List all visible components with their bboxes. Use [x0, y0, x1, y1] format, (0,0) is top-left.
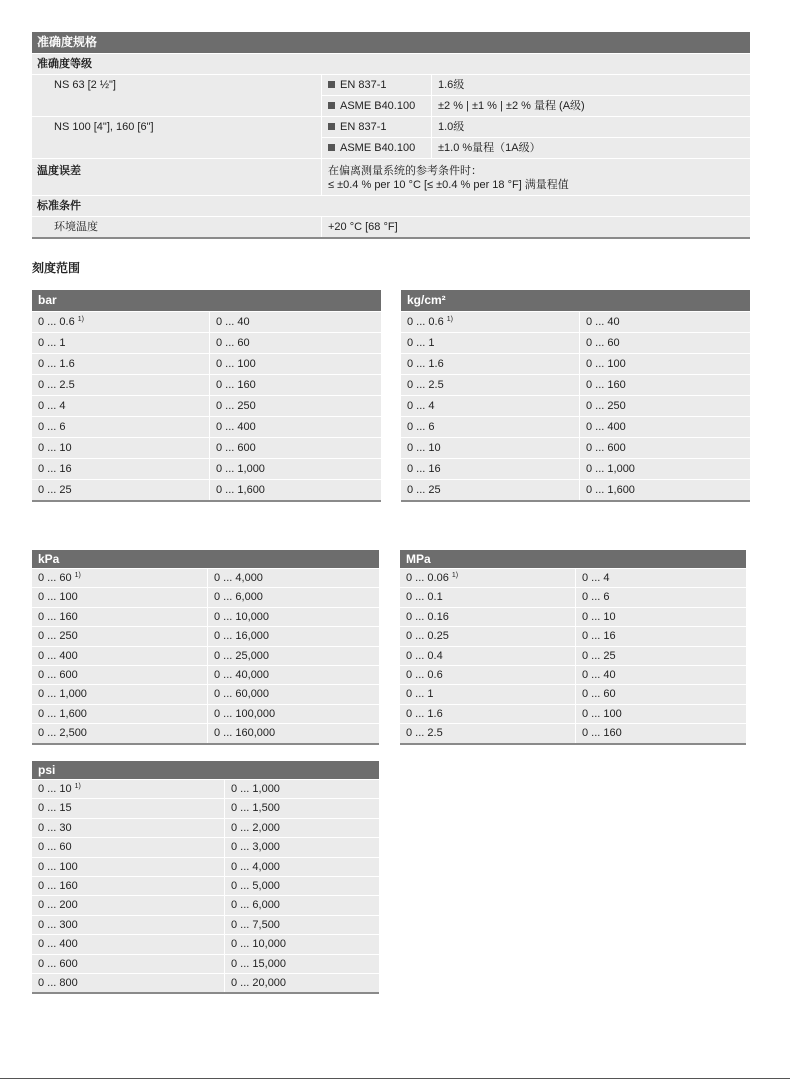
range-value: 0 ... 3,000	[231, 841, 280, 854]
range-cell-left	[401, 354, 579, 374]
range-value: 0 ... 6,000	[214, 591, 263, 604]
range-value: 0 ... 16,000	[214, 630, 270, 643]
range-value: 0 ... 1,600	[586, 484, 635, 496]
range-value: 0 ... 2,500	[38, 727, 87, 740]
footnote-marker: 1)	[77, 316, 84, 323]
range-cell-left	[32, 375, 209, 395]
range-table-kpa	[32, 550, 379, 745]
range-value: 0 ... 100	[582, 707, 622, 720]
range-cell-right	[580, 375, 750, 395]
range-value: 0 ... 2,000	[231, 821, 280, 834]
range-value: 0 ... 1.6	[407, 358, 444, 370]
range-cell-right	[225, 896, 379, 914]
range-cell-left	[32, 896, 224, 914]
range-cell-right	[210, 459, 381, 479]
range-value: 0 ... 0.6	[407, 316, 444, 328]
range-cell-left	[32, 417, 209, 437]
range-cell-right	[210, 333, 381, 353]
range-value: 0 ... 4	[582, 572, 610, 584]
range-cell-right	[576, 724, 746, 742]
range-value: 0 ... 4,000	[231, 860, 280, 873]
range-value: 0 ... 10	[582, 610, 616, 623]
range-value: 0 ... 400	[38, 649, 78, 662]
range-value: 0 ... 10	[38, 783, 72, 795]
range-value: 0 ... 160	[586, 379, 626, 391]
range-value: 0 ... 6	[407, 421, 435, 433]
range-cell-left	[401, 312, 579, 332]
range-cell-right	[580, 354, 750, 374]
range-cell-right	[210, 417, 381, 437]
range-value: 0 ... 4	[38, 400, 66, 412]
range-value: 0 ... 160	[582, 727, 622, 740]
range-value: 0 ... 60	[582, 688, 616, 701]
temp-error-label: 温度误差	[32, 159, 321, 195]
range-cell-left	[401, 459, 579, 479]
range-table-unit: kg/cm²	[401, 290, 750, 311]
scale-ranges-title: 刻度范围	[32, 261, 81, 275]
range-cell-left	[32, 333, 209, 353]
range-table-psi	[32, 761, 379, 994]
standard-name: ASME B40.100	[340, 100, 416, 112]
range-value: 0 ... 160,000	[214, 727, 276, 740]
range-value: 0 ... 0.6	[406, 668, 443, 681]
page-bottom-rule	[0, 1078, 790, 1079]
range-cell-left	[32, 838, 224, 856]
range-cell-right	[580, 459, 750, 479]
footnote-marker: 1)	[74, 783, 81, 790]
standard-cell	[322, 117, 431, 137]
range-cell-left	[401, 396, 579, 416]
range-cell-right	[225, 838, 379, 856]
ambient-temp-value: +20 °C [68 °F]	[322, 217, 750, 237]
range-cell-right	[576, 647, 746, 665]
range-cell-left	[32, 974, 224, 992]
range-table-body	[32, 312, 381, 502]
range-cell-left	[32, 608, 207, 626]
range-value: 0 ... 4	[407, 400, 435, 412]
temp-error-text	[322, 159, 750, 195]
range-cell-left	[32, 819, 224, 837]
range-value: 0 ... 1.6	[406, 707, 443, 720]
range-cell-left	[400, 608, 575, 626]
range-cell-left	[32, 480, 209, 500]
range-cell-right	[208, 724, 379, 742]
range-value: 0 ... 200	[38, 899, 78, 912]
range-value: 0 ... 400	[216, 421, 256, 433]
range-value: 0 ... 25	[38, 484, 72, 496]
range-value: 0 ... 0.06	[406, 572, 449, 584]
standard-name: EN 837-1	[340, 79, 387, 91]
range-cell-left	[32, 916, 224, 934]
accuracy-spec-title: 准确度规格	[32, 32, 750, 53]
range-cell-left	[32, 877, 224, 895]
standard-cell	[322, 138, 431, 158]
range-value: 0 ... 600	[586, 442, 626, 454]
footnote-marker: 1)	[446, 316, 453, 323]
range-cell-left	[32, 705, 207, 723]
range-table-body	[401, 312, 750, 502]
range-value: 0 ... 10,000	[231, 938, 287, 951]
range-value: 0 ... 1.6	[38, 358, 75, 370]
range-table-body	[400, 569, 746, 745]
range-value: 0 ... 5,000	[231, 879, 280, 892]
range-cell-left	[401, 480, 579, 500]
range-value: 0 ... 60	[38, 841, 72, 854]
range-value: 0 ... 40	[582, 668, 616, 681]
range-cell-left	[32, 799, 224, 817]
range-value: 0 ... 16	[407, 463, 441, 475]
range-value: 0 ... 60	[586, 337, 620, 349]
range-cell-right	[576, 608, 746, 626]
range-value: 0 ... 30	[38, 821, 72, 834]
range-cell-left	[32, 685, 207, 703]
range-table-body	[32, 569, 379, 745]
footnote-marker: 1)	[451, 572, 459, 579]
range-cell-right	[225, 819, 379, 837]
range-cell-left	[32, 858, 224, 876]
range-value: 0 ... 16	[582, 630, 616, 643]
range-cell-right	[210, 480, 381, 500]
range-value: 0 ... 100	[38, 860, 78, 873]
range-value: 0 ... 40	[586, 316, 620, 328]
range-cell-left	[32, 647, 207, 665]
range-value: 0 ... 250	[38, 630, 78, 643]
range-cell-right	[576, 627, 746, 645]
range-value: 0 ... 0.6	[38, 316, 75, 328]
range-value: 0 ... 6,000	[231, 899, 280, 912]
square-bullet-icon	[328, 81, 335, 88]
range-value: 0 ... 250	[216, 400, 256, 412]
range-cell-right	[225, 877, 379, 895]
range-value: 0 ... 100,000	[214, 707, 276, 720]
range-cell-left	[400, 588, 575, 606]
range-cell-left	[32, 955, 224, 973]
range-value: 0 ... 100	[38, 591, 78, 604]
range-value: 0 ... 160	[38, 879, 78, 892]
range-value: 0 ... 20,000	[231, 976, 287, 989]
range-table-unit: psi	[32, 761, 379, 779]
range-value: 0 ... 800	[38, 976, 78, 989]
range-table-unit: kPa	[32, 550, 379, 568]
range-cell-right	[576, 588, 746, 606]
range-cell-left	[32, 935, 224, 953]
range-value: 0 ... 0.4	[406, 649, 443, 662]
range-value: 0 ... 1,500	[231, 802, 280, 815]
range-value: 0 ... 1,000	[216, 463, 265, 475]
range-cell-right	[225, 780, 379, 798]
range-value: 0 ... 25,000	[214, 649, 270, 662]
range-cell-right	[210, 312, 381, 332]
range-cell-right	[210, 375, 381, 395]
range-value: 0 ... 10	[407, 442, 441, 454]
size-label-ns63: NS 63 [2 ½"]	[32, 75, 321, 116]
range-value: 0 ... 15	[38, 802, 72, 815]
range-value: 0 ... 2.5	[406, 727, 443, 740]
range-cell-right	[580, 438, 750, 458]
range-cell-right	[576, 666, 746, 684]
range-value: 0 ... 100	[216, 358, 256, 370]
range-value: 0 ... 1,000	[586, 463, 635, 475]
range-value: 0 ... 4,000	[214, 572, 263, 584]
range-value: 0 ... 100	[586, 358, 626, 370]
square-bullet-icon	[328, 102, 335, 109]
standard-name: EN 837-1	[340, 121, 387, 133]
range-cell-right	[208, 705, 379, 723]
range-cell-left	[400, 705, 575, 723]
range-value: 0 ... 2.5	[38, 379, 75, 391]
accuracy-value: ±2 % | ±1 % | ±2 % 量程 (A级)	[432, 96, 750, 116]
range-cell-right	[208, 588, 379, 606]
range-cell-left	[400, 666, 575, 684]
range-table-unit: MPa	[400, 550, 746, 568]
square-bullet-icon	[328, 123, 335, 130]
accuracy-class-label: 准确度等级	[32, 54, 750, 74]
range-cell-left	[32, 354, 209, 374]
range-value: 0 ... 1	[38, 337, 66, 349]
range-value: 0 ... 15,000	[231, 957, 287, 970]
range-cell-left	[32, 666, 207, 684]
temp-error-line-2: ≤ ±0.4 % per 10 °C [≤ ±0.4 % per 18 °F] 满量程值	[328, 179, 569, 191]
range-value: 0 ... 6	[582, 591, 610, 604]
range-value: 0 ... 400	[586, 421, 626, 433]
range-cell-right	[580, 480, 750, 500]
temp-error-line-1: 在偏离测量系统的参考条件时：	[328, 165, 482, 177]
range-table-mpa	[400, 550, 746, 745]
standard-name: ASME B40.100	[340, 142, 416, 154]
standard-cell	[322, 96, 431, 116]
range-value: 0 ... 40	[216, 316, 250, 328]
range-cell-right	[210, 354, 381, 374]
range-cell-right	[208, 666, 379, 684]
range-value: 0 ... 600	[216, 442, 256, 454]
range-value: 0 ... 300	[38, 918, 78, 931]
range-value: 0 ... 0.25	[406, 630, 449, 643]
standard-cell	[322, 75, 431, 95]
range-cell-right	[208, 685, 379, 703]
range-value: 0 ... 1	[406, 688, 434, 701]
range-cell-left	[401, 333, 579, 353]
range-value: 0 ... 10	[38, 442, 72, 454]
range-cell-right	[580, 396, 750, 416]
range-cell-left	[400, 569, 575, 587]
range-cell-right	[580, 312, 750, 332]
range-cell-right	[208, 608, 379, 626]
ambient-temp-label: 环境温度	[32, 217, 321, 237]
range-cell-right	[576, 685, 746, 703]
range-table-bar	[32, 290, 381, 502]
reference-conditions-label: 标准条件	[32, 196, 750, 216]
range-value: 0 ... 160	[216, 379, 256, 391]
range-value: 0 ... 7,500	[231, 918, 280, 931]
range-value: 0 ... 25	[407, 484, 441, 496]
range-cell-right	[208, 569, 379, 587]
range-value: 0 ... 1,000	[231, 783, 280, 795]
range-value: 0 ... 60	[216, 337, 250, 349]
range-cell-left	[32, 627, 207, 645]
range-cell-right	[225, 799, 379, 817]
range-cell-right	[580, 417, 750, 437]
range-cell-left	[400, 724, 575, 742]
accuracy-spec-table	[32, 32, 750, 239]
range-value: 0 ... 2.5	[407, 379, 444, 391]
range-cell-right	[580, 333, 750, 353]
range-value: 0 ... 60,000	[214, 688, 270, 701]
range-value: 0 ... 1,600	[216, 484, 265, 496]
range-cell-right	[576, 569, 746, 587]
range-table-body	[32, 780, 379, 994]
range-table-kgcm2	[401, 290, 750, 502]
range-cell-left	[400, 647, 575, 665]
range-cell-left	[400, 627, 575, 645]
range-value: 0 ... 10,000	[214, 610, 270, 623]
range-value: 0 ... 25	[582, 649, 616, 662]
range-cell-left	[32, 438, 209, 458]
range-value: 0 ... 400	[38, 938, 78, 951]
accuracy-value: 1.0级	[432, 117, 750, 137]
range-cell-left	[32, 569, 207, 587]
range-cell-left	[400, 685, 575, 703]
range-cell-left	[32, 396, 209, 416]
accuracy-value: ±1.0 %量程（1A级）	[432, 138, 750, 158]
range-value: 0 ... 60	[38, 572, 72, 584]
range-cell-right	[576, 705, 746, 723]
range-cell-left	[32, 780, 224, 798]
accuracy-spec-grid	[32, 54, 750, 239]
range-value: 0 ... 6	[38, 421, 66, 433]
range-cell-right	[225, 858, 379, 876]
range-value: 0 ... 600	[38, 957, 78, 970]
range-cell-left	[401, 417, 579, 437]
range-value: 0 ... 1,000	[38, 688, 87, 701]
range-value: 0 ... 16	[38, 463, 72, 475]
range-value: 0 ... 1,600	[38, 707, 87, 720]
range-value: 0 ... 600	[38, 668, 78, 681]
range-cell-left	[401, 375, 579, 395]
range-value: 0 ... 1	[407, 337, 435, 349]
accuracy-value: 1.6级	[432, 75, 750, 95]
range-cell-right	[225, 916, 379, 934]
range-value: 0 ... 40,000	[214, 668, 270, 681]
range-cell-left	[32, 459, 209, 479]
range-value: 0 ... 0.1	[406, 591, 443, 604]
footnote-marker: 1)	[74, 572, 81, 579]
range-cell-right	[225, 974, 379, 992]
range-cell-left	[401, 438, 579, 458]
range-value: 0 ... 0.16	[406, 610, 449, 623]
range-cell-left	[32, 588, 207, 606]
range-cell-right	[225, 935, 379, 953]
size-label-ns100-160: NS 100 [4"], 160 [6"]	[32, 117, 321, 158]
range-cell-right	[208, 647, 379, 665]
range-cell-right	[225, 955, 379, 973]
range-value: 0 ... 250	[586, 400, 626, 412]
range-cell-right	[210, 396, 381, 416]
square-bullet-icon	[328, 144, 335, 151]
range-table-unit: bar	[32, 290, 381, 311]
range-cell-left	[32, 312, 209, 332]
range-value: 0 ... 160	[38, 610, 78, 623]
range-cell-right	[210, 438, 381, 458]
range-cell-left	[32, 724, 207, 742]
range-cell-right	[208, 627, 379, 645]
